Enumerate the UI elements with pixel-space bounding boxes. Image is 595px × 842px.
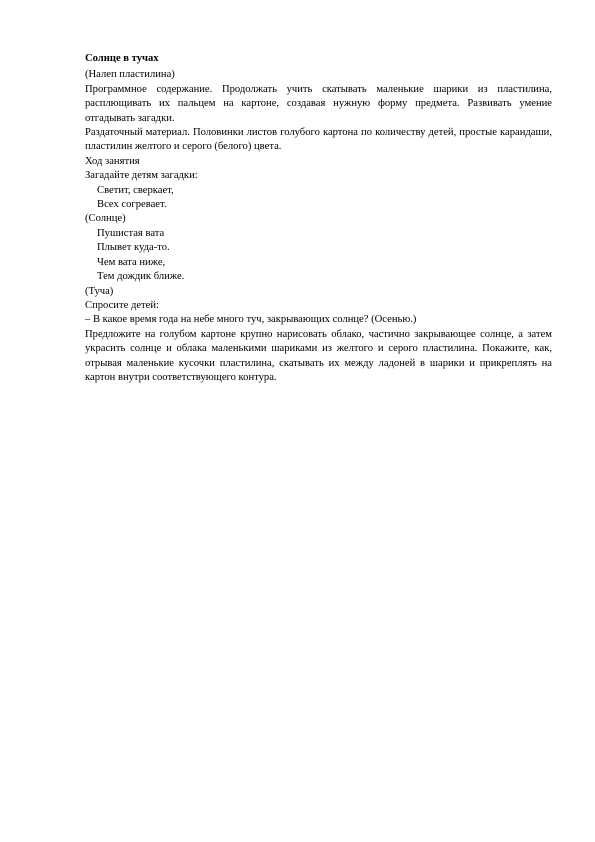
riddle-2-line-3: Чем вата ниже, (97, 256, 166, 268)
riddle-2-line-2: Плывет куда-то. (97, 242, 170, 254)
riddle-2-answer: (Туча) (85, 285, 114, 297)
ask-intro: Спросите детей: (85, 299, 159, 311)
season-question: – В какое время года на небе много туч, закрывающих солнце? (Осенью.) (85, 314, 417, 326)
riddle-2-line-1: Пушистая вата (97, 227, 165, 239)
document-body (85, 52, 552, 385)
riddles-intro: Загадайте детям загадки: (85, 170, 198, 182)
lesson-heading: Ход занятия (85, 155, 140, 167)
document-subtitle: (Налеп пластилина) (85, 69, 175, 81)
riddle-1-answer: (Солнце) (85, 213, 126, 225)
riddle-1-line-1: Светит, сверкает, (97, 184, 174, 196)
riddle-2-line-4: Тем дождик ближе. (97, 271, 185, 283)
document-title: Солнце в тучах (85, 53, 159, 64)
program-paragraph: Программное содержание. Продолжать учить скатывать маленькие шарики из пластилина, расплющивать их пальцем на картоне, создавая нужную форму предмета. Развивать умение отгадывать загадки. (85, 83, 552, 124)
materials-paragraph: Раздаточный материал. Половинки листов голубого картона по количеству детей, простые карандаши, пластилин желтого и серого (белого) цвета. (85, 127, 552, 153)
riddle-1-line-2: Всех согревает. (97, 199, 167, 211)
instructions-paragraph: Предложите на голубом картоне крупно нарисовать облако, частично закрывающее солнце, а затем украсить солнце и облака маленькими шариками из желтого и серого пластилина. Покажите, как, отрывая маленькие кусочки пластилина, скатывать их между ладоней в шарики и прикреплять на картон внутри соответствующего контура. (85, 328, 552, 383)
